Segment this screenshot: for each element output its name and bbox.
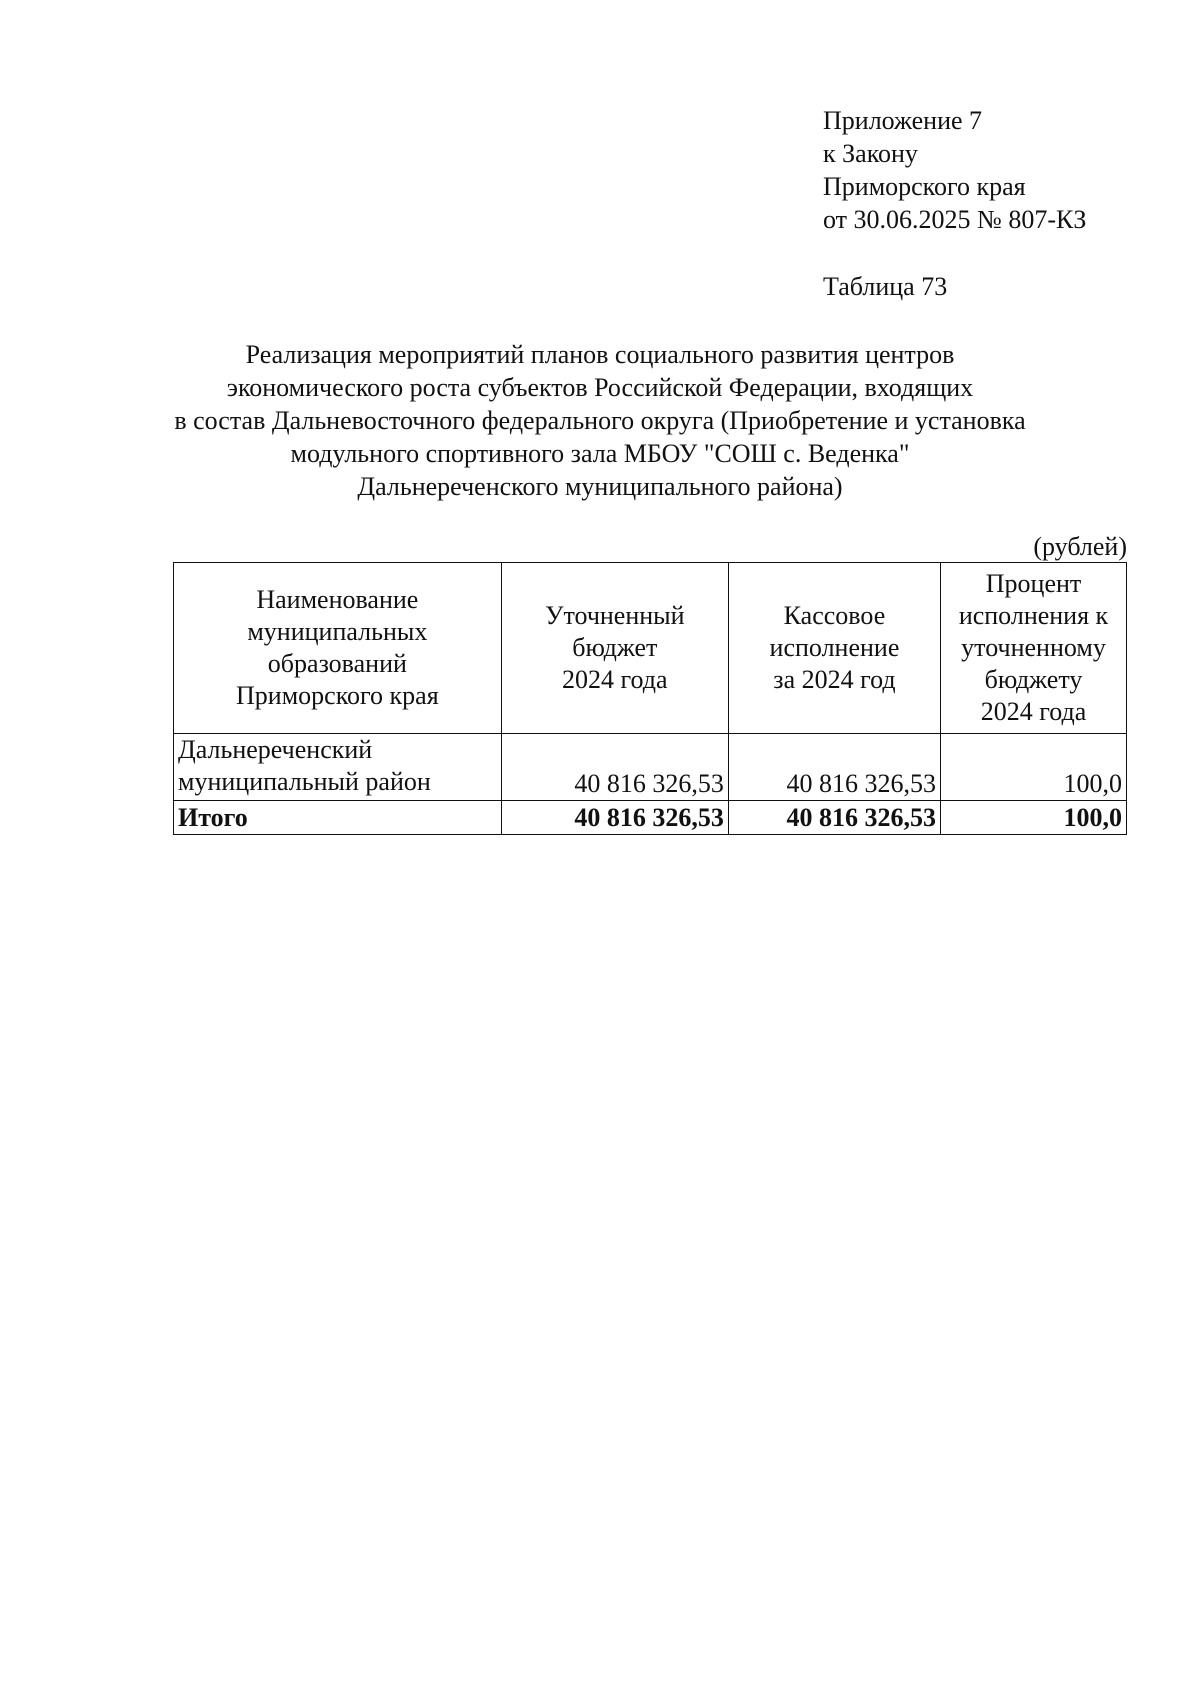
header-line: бюджету xyxy=(984,665,1083,694)
header-line: Наименование xyxy=(256,585,419,614)
title-line: экономического роста субъектов Российской Федерации, входящих xyxy=(226,373,974,402)
header-line: исполнение xyxy=(769,633,900,662)
header-line: за 2024 год xyxy=(773,665,896,694)
municipality-name-line: муниципальный район xyxy=(178,767,431,796)
header-line: Процент xyxy=(985,569,1082,598)
attachment-line: к Закону xyxy=(823,139,918,168)
units-label: (рублей) xyxy=(1033,532,1127,561)
title-line: Реализация мероприятий планов социального развития центров xyxy=(245,340,955,369)
header-line: образований xyxy=(267,649,407,678)
header-line: исполнения к xyxy=(958,601,1109,630)
municipality-name-cell xyxy=(174,734,502,801)
title-line: Дальнереченского муниципального района) xyxy=(357,472,843,501)
header-line: 2024 года xyxy=(562,665,668,694)
header-line: Кассовое xyxy=(783,601,886,630)
header-line: Приморского края xyxy=(236,681,439,710)
header-line: бюджет xyxy=(572,633,658,662)
percent-cell: 100,0 xyxy=(941,734,1127,801)
document-title xyxy=(150,338,1050,503)
attachment-line: Приморского края xyxy=(823,172,1026,201)
header-budget xyxy=(501,563,728,734)
header-percent xyxy=(941,563,1127,734)
budget-table xyxy=(173,562,1127,835)
header-execution xyxy=(728,563,940,734)
attachment-line: Приложение 7 xyxy=(823,106,983,135)
header-line: Уточненный xyxy=(545,601,685,630)
municipality-name-line: Дальнереченский xyxy=(178,735,373,764)
header-line: муниципальных xyxy=(247,617,428,646)
header-line: 2024 года xyxy=(980,697,1087,726)
total-budget-cell: 40 816 326,53 xyxy=(501,801,728,835)
total-row xyxy=(174,801,1127,835)
execution-cell: 40 816 326,53 xyxy=(728,734,940,801)
total-percent-cell: 100,0 xyxy=(941,801,1127,835)
table-number: Таблица 73 xyxy=(823,272,948,301)
attachment-reference xyxy=(823,104,1086,236)
header-line: уточненному xyxy=(961,633,1106,662)
table-row xyxy=(174,734,1127,801)
budget-cell: 40 816 326,53 xyxy=(501,734,728,801)
total-label: Итого xyxy=(174,801,502,835)
title-line: в состав Дальневосточного федерального округа (Приобретение и установка xyxy=(174,406,1026,435)
header-municipality xyxy=(174,563,502,734)
title-line: модульного спортивного зала МБОУ "СОШ с. Веденка" xyxy=(290,439,910,468)
attachment-line: от 30.06.2025 № 807-КЗ xyxy=(823,205,1087,234)
total-execution-cell: 40 816 326,53 xyxy=(728,801,940,835)
table-header-row xyxy=(174,563,1127,734)
